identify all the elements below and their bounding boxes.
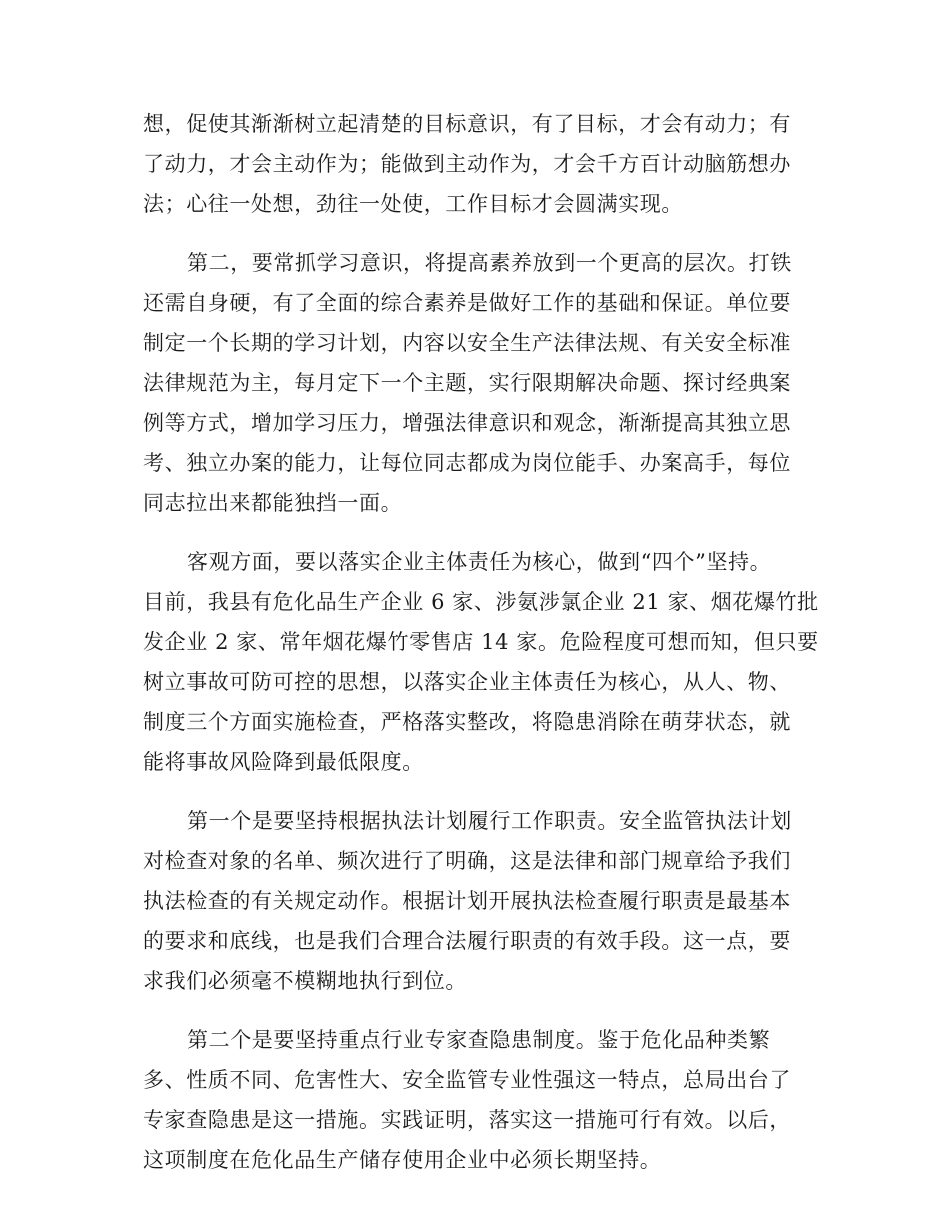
text-line: 客观方面，要以落实企业主体责任为核心，做到“四个”坚持。: [187, 550, 772, 574]
text-line: 第一个是要坚持根据执法计划履行工作职责。安全监管执法计划: [187, 809, 792, 833]
text-line: 对检查对象的名单、频次进行了明确，这是法律和部门规章给予我们: [143, 849, 791, 873]
paragraph-enterprise-responsibility: [143, 542, 819, 782]
text-line: 同志拉出来都能独挡一面。: [143, 491, 403, 515]
paragraph-expert-inspection: [143, 1020, 809, 1180]
text-line: 还需自身硬，有了全面的综合素养是做好工作的基础和保证。单位要: [143, 291, 791, 315]
text-line: 的要求和底线，也是我们合理合法履行职责的有效手段。这一点，要: [143, 929, 791, 953]
text-line: 制定一个长期的学习计划，内容以安全生产法律法规、有关安全标准: [143, 331, 791, 355]
text-line: 能将事故风险降到最低限度。: [143, 750, 424, 774]
text-line: 求我们必须毫不模糊地执行到位。: [143, 969, 467, 993]
text-line: 专家查隐患是这一措施。实践证明，落实这一措施可行有效。以后，: [143, 1108, 791, 1132]
text-line: 树立事故可防可控的思想，以落实企业主体责任为核心，从人、物、: [143, 670, 791, 694]
paragraph-learning-awareness: [143, 243, 809, 523]
text-line: 第二个是要坚持重点行业专家查隐患制度。鉴于危化品种类繁: [187, 1028, 771, 1052]
text-line: 制度三个方面实施检查，严格落实整改，将隐患消除在萌芽状态，就: [143, 710, 791, 734]
text-line: 第二，要常抓学习意识，将提高素养放到一个更高的层次。打铁: [187, 251, 792, 275]
text-line: 发企业 2 家、常年烟花爆竹零售店 14 家。危险程度可想而知，但只要: [143, 630, 819, 654]
text-line: 想，促使其渐渐树立起清楚的目标意识，有了目标，才会有动力；有: [143, 112, 791, 136]
text-line: 执法检查的有关规定动作。根据计划开展执法检查履行职责是最基本: [143, 889, 791, 913]
document-body: [143, 104, 819, 1199]
paragraph-goal-continuation: [143, 104, 809, 224]
text-line: 目前，我县有危化品生产企业 6 家、涉氨涉氯企业 21 家、烟花爆竹批: [143, 590, 819, 614]
text-line: 这项制度在危化品生产储存使用企业中必须长期坚持。: [143, 1148, 662, 1172]
text-line: 法；心往一处想，劲往一处使，工作目标才会圆满实现。: [143, 192, 683, 216]
paragraph-enforcement-plan: [143, 801, 809, 1001]
text-line: 例等方式，增加学习压力，增强法律意识和观念，渐渐提高其独立思: [143, 411, 791, 435]
text-line: 了动力，才会主动作为；能做到主动作为，才会千方百计动脑筋想办: [143, 152, 791, 176]
text-line: 多、性质不同、危害性大、安全监管专业性强这一特点，总局出台了: [143, 1068, 791, 1092]
text-line: 考、独立办案的能力，让每位同志都成为岗位能手、办案高手，每位: [143, 451, 791, 475]
text-line: 法律规范为主，每月定下一个主题，实行限期解决命题、探讨经典案: [143, 371, 791, 395]
